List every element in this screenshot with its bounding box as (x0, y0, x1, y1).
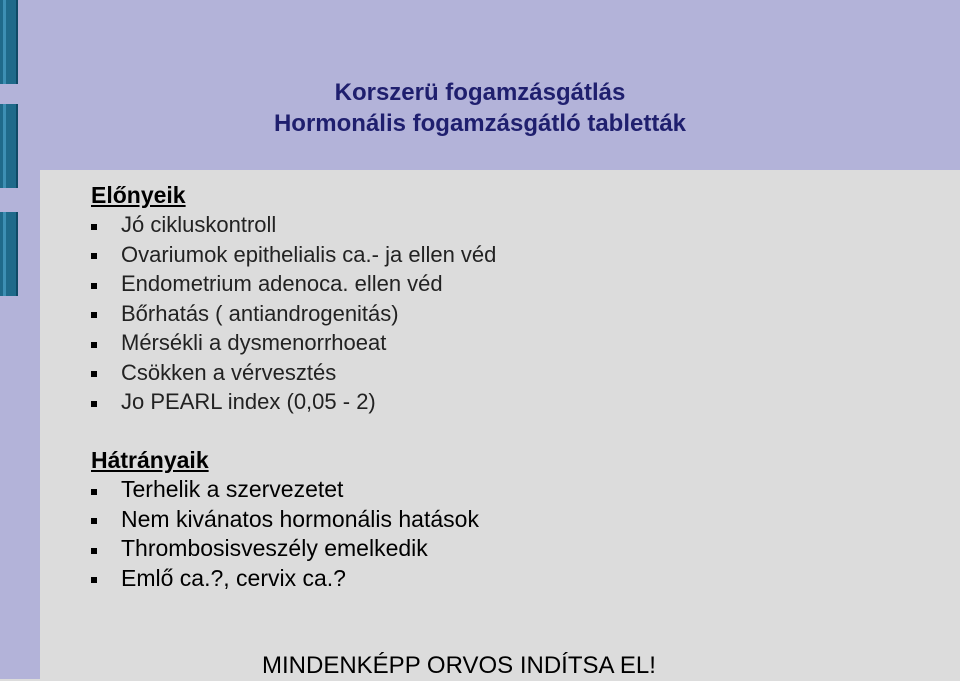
disadvantages-list (91, 475, 479, 593)
decor-bar-1 (0, 0, 18, 84)
advantages-heading: Előnyeik (91, 182, 186, 208)
list-item: Jo PEARL index (0,05 - 2) (91, 387, 496, 417)
list-item: Ovariumok epithelialis ca.- ja ellen véd (91, 240, 496, 270)
list-item: Jó cikluskontroll (91, 210, 496, 240)
list-item: Thrombosisveszély emelkedik (91, 534, 479, 564)
slide-title-line2: Hormonális fogamzásgátló tabletták (273, 110, 687, 137)
decor-bar-2 (0, 104, 18, 188)
list-item: Nem kivánatos hormonális hatások (91, 505, 479, 535)
decor-bar-3 (0, 212, 18, 296)
list-item: Mérsékli a dysmenorrhoeat (91, 328, 496, 358)
list-item: Endometrium adenoca. ellen véd (91, 269, 496, 299)
list-item: Bőrhatás ( antiandrogenitás) (91, 299, 496, 329)
footer-note: MINDENKÉPP ORVOS INDÍTSA EL! (262, 652, 656, 679)
slide-title-line1: Korszerü fogamzásgátlás (334, 79, 626, 106)
list-item: Terhelik a szervezetet (91, 475, 479, 505)
list-item: Csökken a vérvesztés (91, 358, 496, 388)
advantages-list (91, 210, 496, 417)
disadvantages-heading: Hátrányaik (91, 447, 209, 473)
list-item: Emlő ca.?, cervix ca.? (91, 564, 479, 594)
left-decor-strip (0, 0, 40, 679)
